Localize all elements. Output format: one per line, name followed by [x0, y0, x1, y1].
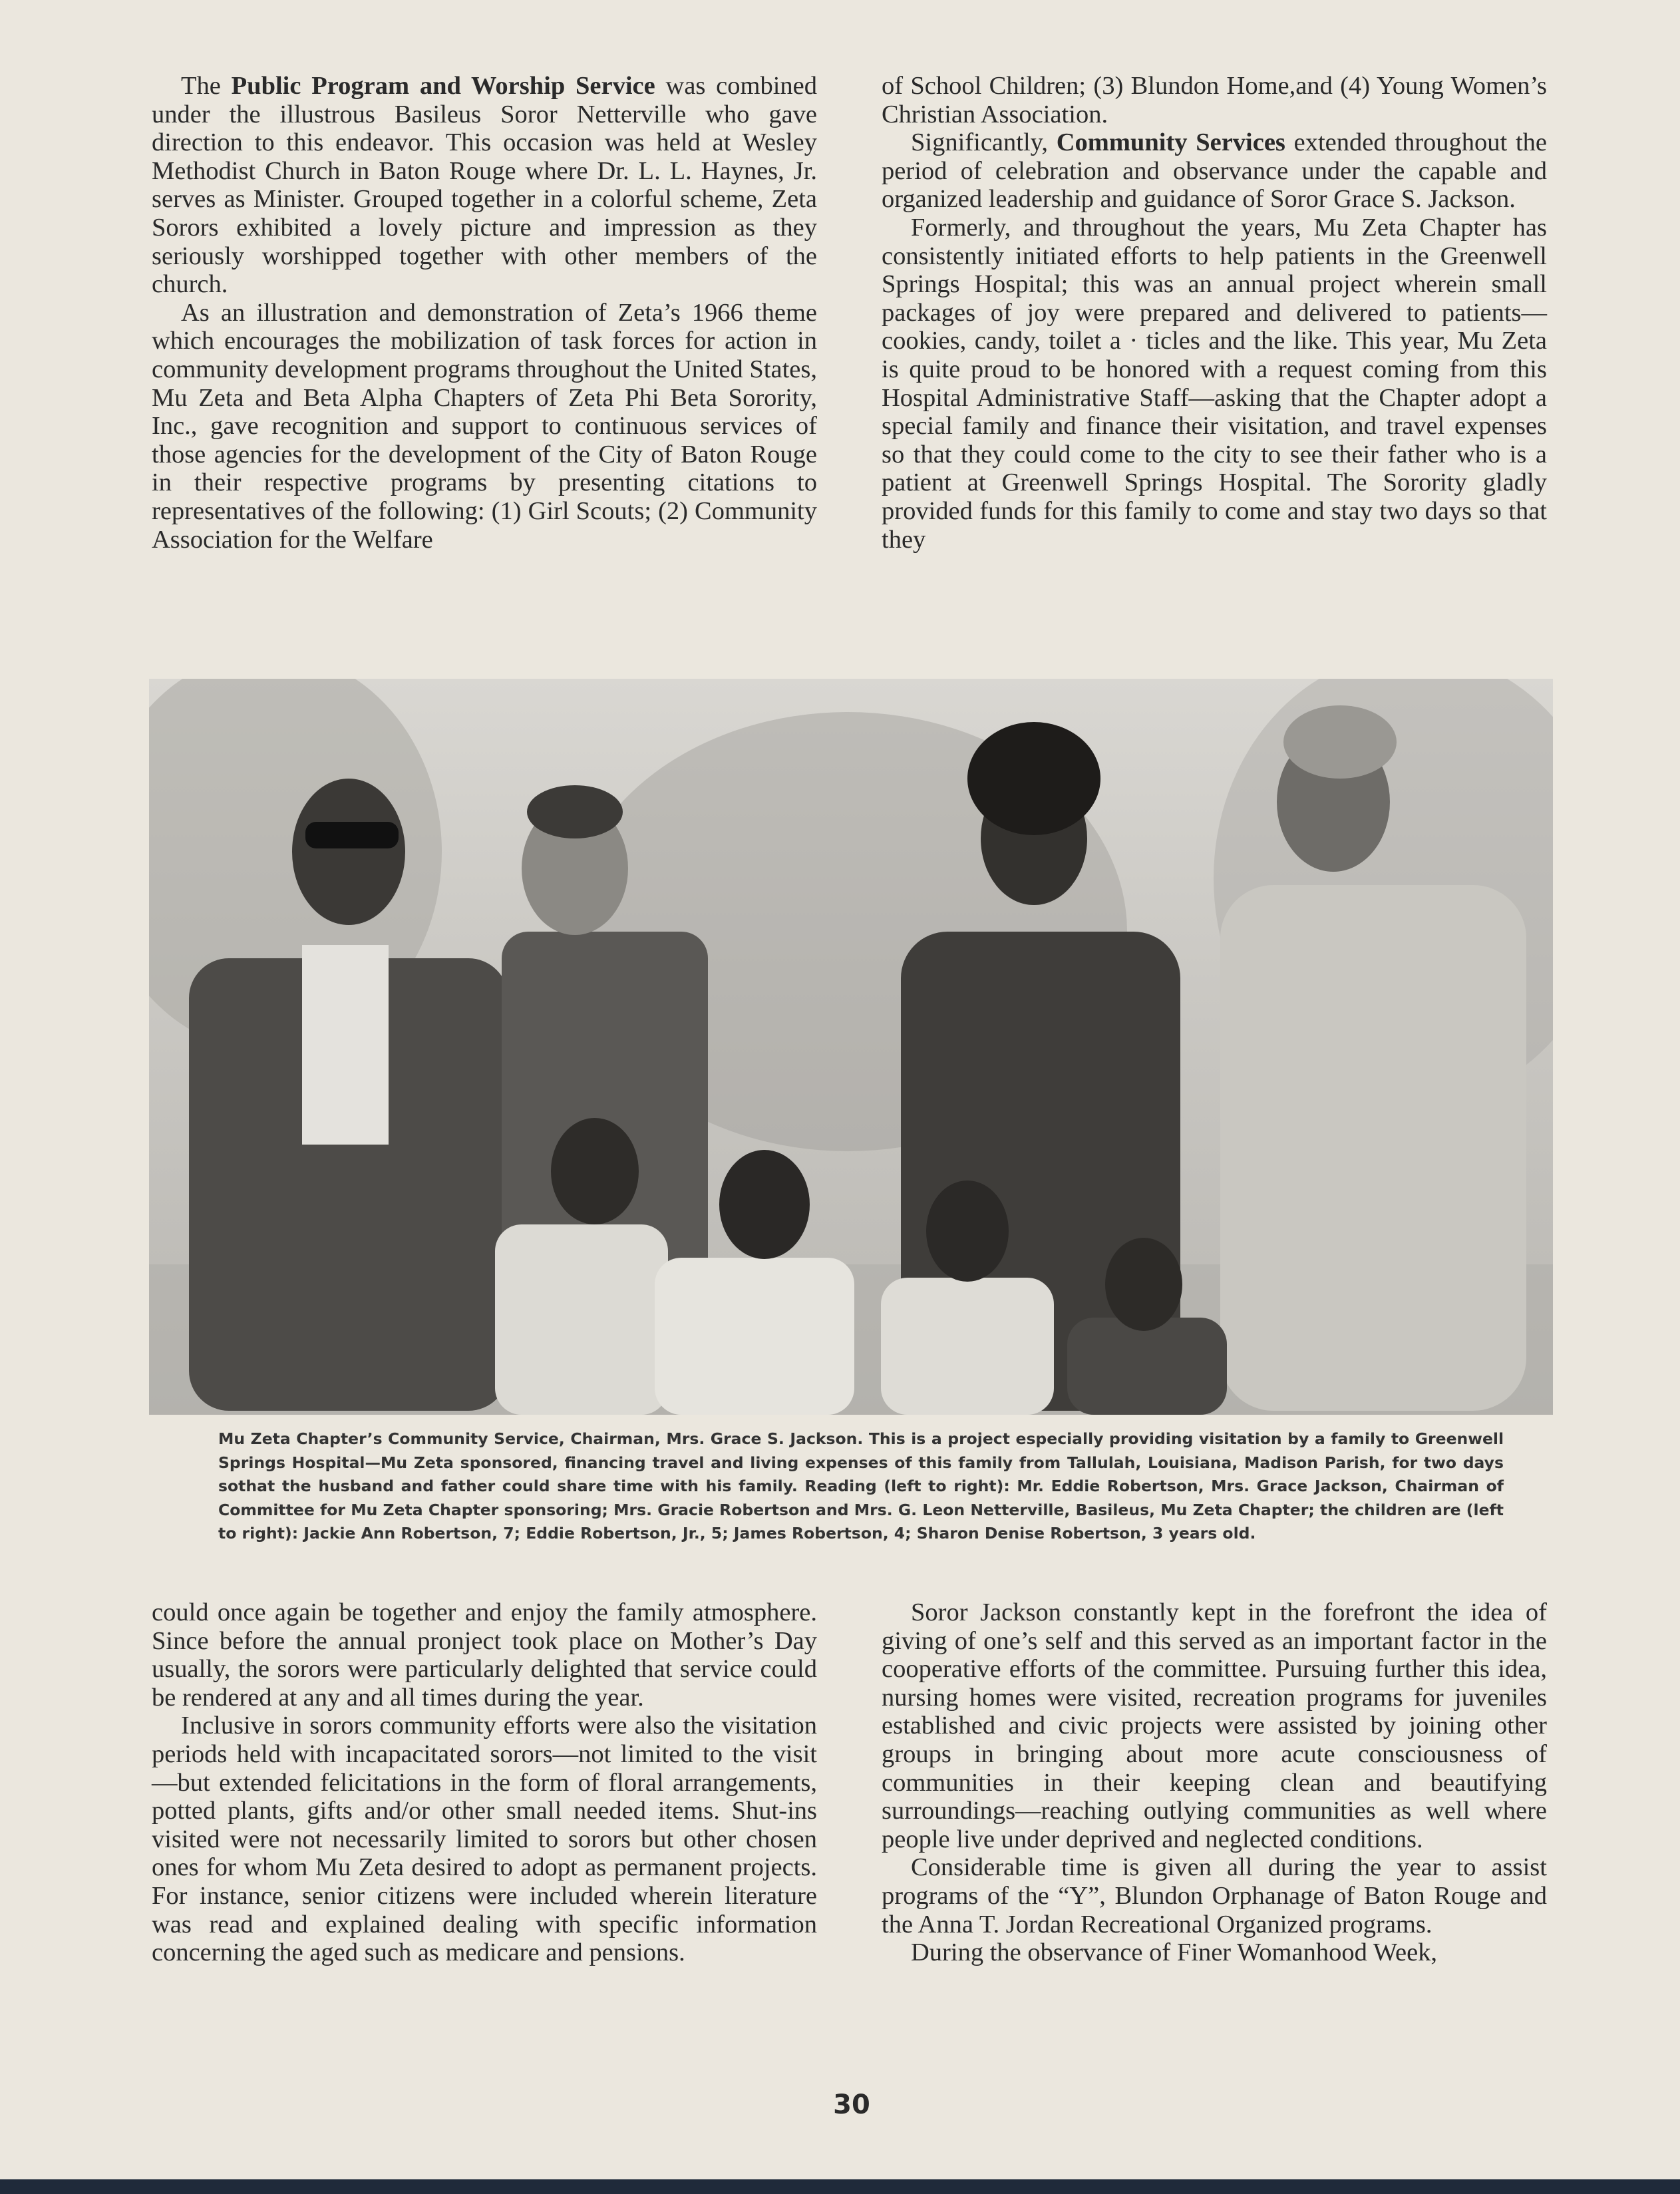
paragraph: Formerly, and throughout the years, Mu Zeta Chapter has consistently initiated efforts to help patients in the Greenwell Springs Hospital; this was an annual project wherein small packages of joy were prepared and delivered to patients—cookies, candy, toilet a · ticles and the like. This year, Mu Zeta is quite proud to be honored with a request coming from this Hospital Administrative Staff—asking that the Chapter adopt a special family and finance their visitation, and travel expenses so that they could come to the city to see their father who is a patient at Greenwell Springs Hospital. The Sorority gladly provided funds for this family to come and stay two days so that they — [882, 213, 1547, 554]
paragraph: Inclusive in sorors community efforts were also the visitation periods held with incapacitated sorors—not limited to the visit—but extended felicitations in the form of floral arrangements, potted plants, gifts and/or other small needed items. Shut-ins visited were not necessarily limited to sorors but other chosen ones for whom Mu Zeta desired to adopt as permanent projects. For instance, senior citizens were included wherein literature was read and explained dealing with specific information concerning the aged such as medicare and pensions. — [152, 1712, 817, 1967]
article-column-bottom-right — [882, 1598, 1547, 1967]
article-column-bottom-left — [152, 1598, 817, 1967]
page-edge — [0, 2179, 1680, 2194]
paragraph: could once again be together and enjoy the family atmosphere. Since before the annual pronject took place on Mother’s Day usually, the sorors were particularly delighted that service could be rendered at any and all times during the year. — [152, 1598, 817, 1712]
paragraph: Considerable time is given all during the year to assist programs of the “Y”, Blundon Orphanage of Baton Rouge and the Anna T. Jordan Recreational Organized programs. — [882, 1853, 1547, 1938]
paragraph: of School Children; (3) Blundon Home,and (4) Young Women’s Christian Association. — [882, 72, 1547, 128]
paragraph: The Public Program and Worship Service was combined under the illustrous Basileus Soror Netterville who gave direction to this endeavor. This occasion was held at Wesley Methodist Church in Baton Rouge where Dr. L. L. Haynes, Jr. serves as Minister. Grouped together in a colorful scheme, Zeta Sorors exhibited a lovely picture and impression as they seriously worshipped together with other members of the church. — [152, 72, 817, 299]
photo-illustration — [149, 679, 1553, 1415]
bold-phrase: Public Program and Worship Service — [231, 72, 655, 100]
paragraph: During the observance of Finer Womanhood Week, — [911, 1938, 1438, 1967]
group-photo — [149, 679, 1553, 1415]
photo-caption: Mu Zeta Chapter’s Community Service, Chairman, Mrs. Grace S. Jackson. This is a project especially providing visitation by a family to Greenwell Springs Hospital—Mu Zeta sponsored, financing travel and living expenses of this family from Tallulah, Louisiana, Madison Parish, for two days sothat the husband and father could share time with his family. Reading (left to right): Mr. Eddie Robertson, Mrs. Grace Jackson, Chairman of Committee for Mu Zeta Chapter sponsoring; Mrs. Gracie Robertson and Mrs. G. Leon Netterville, Basileus, Mu Zeta Chapter; the children are (left to right): Jackie Ann Robertson, 7; Eddie Robertson, Jr., 5; James Robertson, 4; Sharon Denise Robertson, 3 years old. — [218, 1429, 1504, 1543]
article-column-top-right — [882, 72, 1547, 554]
paragraph: Soror Jackson constantly kept in the forefront the idea of giving of one’s self and this served as an important factor in the cooperative efforts of the committee. Pursuing further this idea, nursing homes were visited, recreation programs for juveniles established and civic projects were assisted by joining other groups in bringing about more acute consciousness of communities in their keeping clean and beautifying surroundings—reaching outlying communities as well where people live under deprived and neglected conditions. — [882, 1598, 1547, 1853]
paragraph: Significantly, Community Services extended throughout the period of celebration and observance under the capable and organized leadership and guidance of Soror Grace S. Jackson. — [882, 128, 1547, 214]
page-number: 30 — [833, 2090, 870, 2120]
article-column-top-left — [152, 72, 817, 554]
paragraph: As an illustration and demonstration of Zeta’s 1966 theme which encourages the mobilization of task forces for action in community development programs throughout the United States, Mu Zeta and Beta Alpha Chapters of Zeta Phi Beta Sorority, Inc., gave recognition and support to continuous services of those agencies for the development of the City of Baton Rouge in their respective programs by presenting citations to representatives of the following: (1) Girl Scouts; (2) Community Association for the Welfare — [152, 298, 817, 554]
bold-phrase: Community Services — [1056, 128, 1285, 157]
